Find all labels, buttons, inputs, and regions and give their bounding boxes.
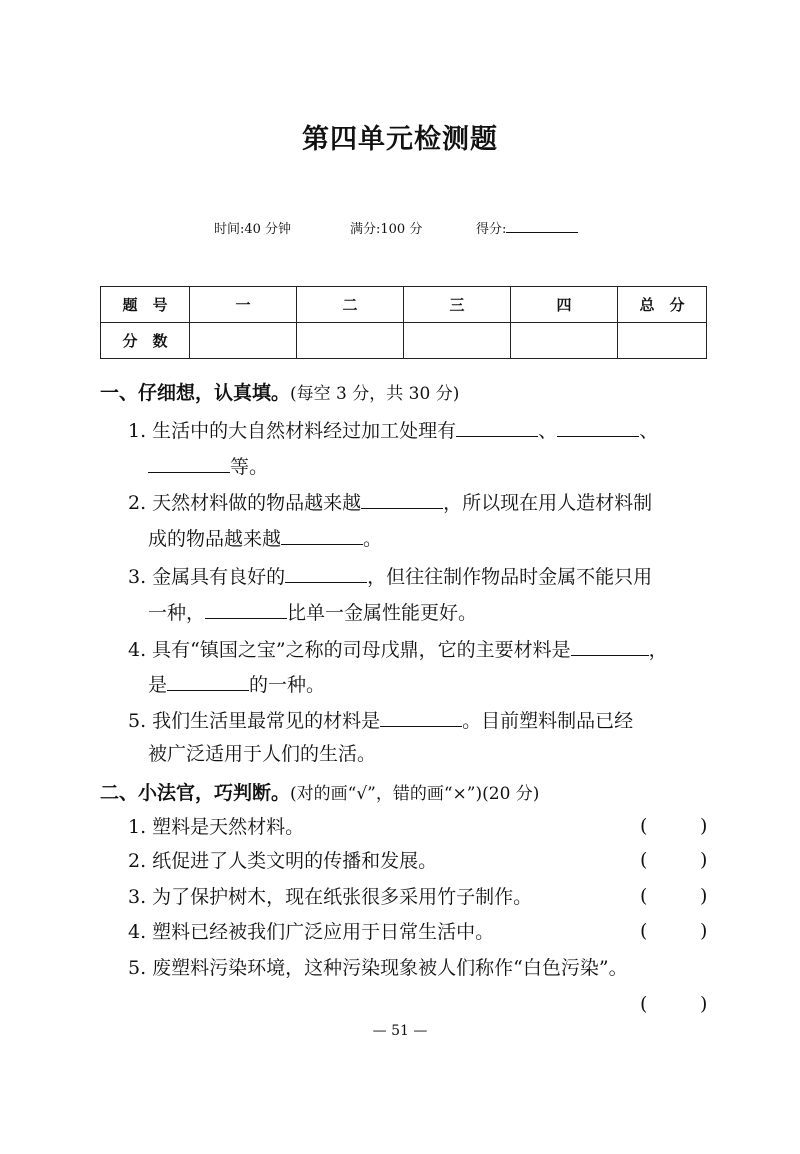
- separator: 、: [639, 420, 659, 442]
- answer-blank[interactable]: [281, 524, 363, 545]
- answer-blank[interactable]: [148, 452, 230, 473]
- question-4-line-2: [148, 670, 325, 697]
- question-text: 5. 我们生活里最常见的材料是: [128, 710, 381, 732]
- section-1-note: (每空 3 分，共 30 分): [290, 384, 460, 404]
- score-label: 得分:: [476, 222, 507, 237]
- question-4-line-1: [128, 635, 668, 662]
- question-text: ，但往往制作物品时金属不能只用: [367, 566, 653, 588]
- question-2-line-2: [148, 524, 382, 551]
- question-text: 是: [148, 674, 168, 696]
- row-label-cell: 分 数: [101, 323, 190, 359]
- score-blank[interactable]: [506, 218, 578, 233]
- page-title: 第四单元检测题: [302, 124, 498, 155]
- question-text: 成的物品越来越: [148, 528, 282, 550]
- score-field[interactable]: [476, 218, 506, 237]
- question-text: 。: [363, 528, 383, 550]
- question-text: ，所以现在用人造材料制: [443, 492, 653, 514]
- answer-blank[interactable]: [205, 598, 287, 619]
- paren-close: ): [700, 993, 708, 1015]
- page-number: — 51 —: [372, 1023, 428, 1039]
- header-cell: 一: [190, 287, 297, 323]
- question-text: ，: [648, 639, 668, 661]
- question-text: 。目前塑料制品已经: [462, 710, 634, 732]
- judge-item-5: 5. 废塑料污染环境，这种污染现象被人们称作“白色污染”。: [128, 957, 628, 979]
- question-2-line-1: [128, 488, 652, 515]
- judge-item-4: 4. 塑料已经被我们广泛应用于日常生活中。: [128, 921, 495, 943]
- paren-open: (: [640, 993, 648, 1015]
- question-text: 2. 天然材料做的物品越来越: [128, 492, 362, 514]
- paren-open: (: [640, 849, 648, 871]
- paren-close: ): [700, 885, 708, 907]
- answer-blank[interactable]: [285, 562, 367, 583]
- judge-item-3: 3. 为了保护树木，现在纸张很多采用竹子制作。: [128, 886, 533, 908]
- paren-close: ): [700, 849, 708, 871]
- judge-item-1: 1. 塑料是天然材料。: [128, 816, 305, 838]
- header-cell: 题 号: [101, 287, 190, 323]
- score-cell[interactable]: [404, 323, 511, 359]
- question-3-line-2: [148, 598, 477, 625]
- section-2-note: (对的画“√”，错的画“×”)(20 分): [290, 784, 540, 804]
- question-text: 1. 生活中的大自然材料经过加工处理有: [128, 420, 457, 442]
- answer-blank[interactable]: [456, 416, 538, 437]
- question-3-line-1: [128, 562, 652, 589]
- paren-close: ): [700, 815, 708, 837]
- paren-open: (: [640, 885, 648, 907]
- header-cell: 二: [297, 287, 404, 323]
- question-5-line-1: [128, 706, 633, 733]
- section-1-title: 一、仔细想，认真填。: [100, 382, 291, 404]
- question-1-line-2: [148, 452, 268, 479]
- question-text: 的一种。: [249, 674, 326, 696]
- question-text: 一种，: [148, 602, 206, 624]
- question-text: 比单一金属性能更好。: [287, 602, 478, 624]
- score-cell[interactable]: [190, 323, 297, 359]
- score-table-score-row: [101, 323, 707, 359]
- paren-open: (: [640, 920, 648, 942]
- section-1-heading: [100, 378, 459, 405]
- paren-open: (: [640, 815, 648, 837]
- answer-blank[interactable]: [571, 635, 649, 656]
- score-cell[interactable]: [618, 323, 707, 359]
- separator: 、: [538, 420, 558, 442]
- answer-blank[interactable]: [361, 488, 443, 509]
- question-text: 被广泛适用于人们的生活。: [148, 743, 377, 765]
- header-cell: 三: [404, 287, 511, 323]
- answer-blank[interactable]: [167, 670, 249, 691]
- header-cell: 总 分: [618, 287, 707, 323]
- answer-blank[interactable]: [557, 416, 639, 437]
- question-text: 3. 金属具有良好的: [128, 566, 286, 588]
- question-1-line-1: [128, 416, 658, 443]
- header-cell: 四: [511, 287, 618, 323]
- score-cell[interactable]: [511, 323, 618, 359]
- question-5-line-2: [148, 742, 376, 766]
- score-table-header-row: [101, 287, 707, 323]
- section-2-title: 二、小法官，巧判断。: [100, 782, 291, 804]
- question-text: 等。: [230, 456, 269, 478]
- score-cell[interactable]: [297, 323, 404, 359]
- judge-item-2: 2. 纸促进了人类文明的传播和发展。: [128, 850, 438, 872]
- answer-blank[interactable]: [380, 706, 462, 727]
- score-table: [100, 286, 707, 359]
- full-score: 满分:100 分: [350, 222, 423, 237]
- time-limit: 时间:40 分钟: [214, 222, 292, 237]
- section-2-heading: [100, 778, 539, 805]
- question-text: 4. 具有“镇国之宝”之称的司母戊鼎，它的主要材料是: [128, 639, 571, 661]
- paren-close: ): [700, 920, 708, 942]
